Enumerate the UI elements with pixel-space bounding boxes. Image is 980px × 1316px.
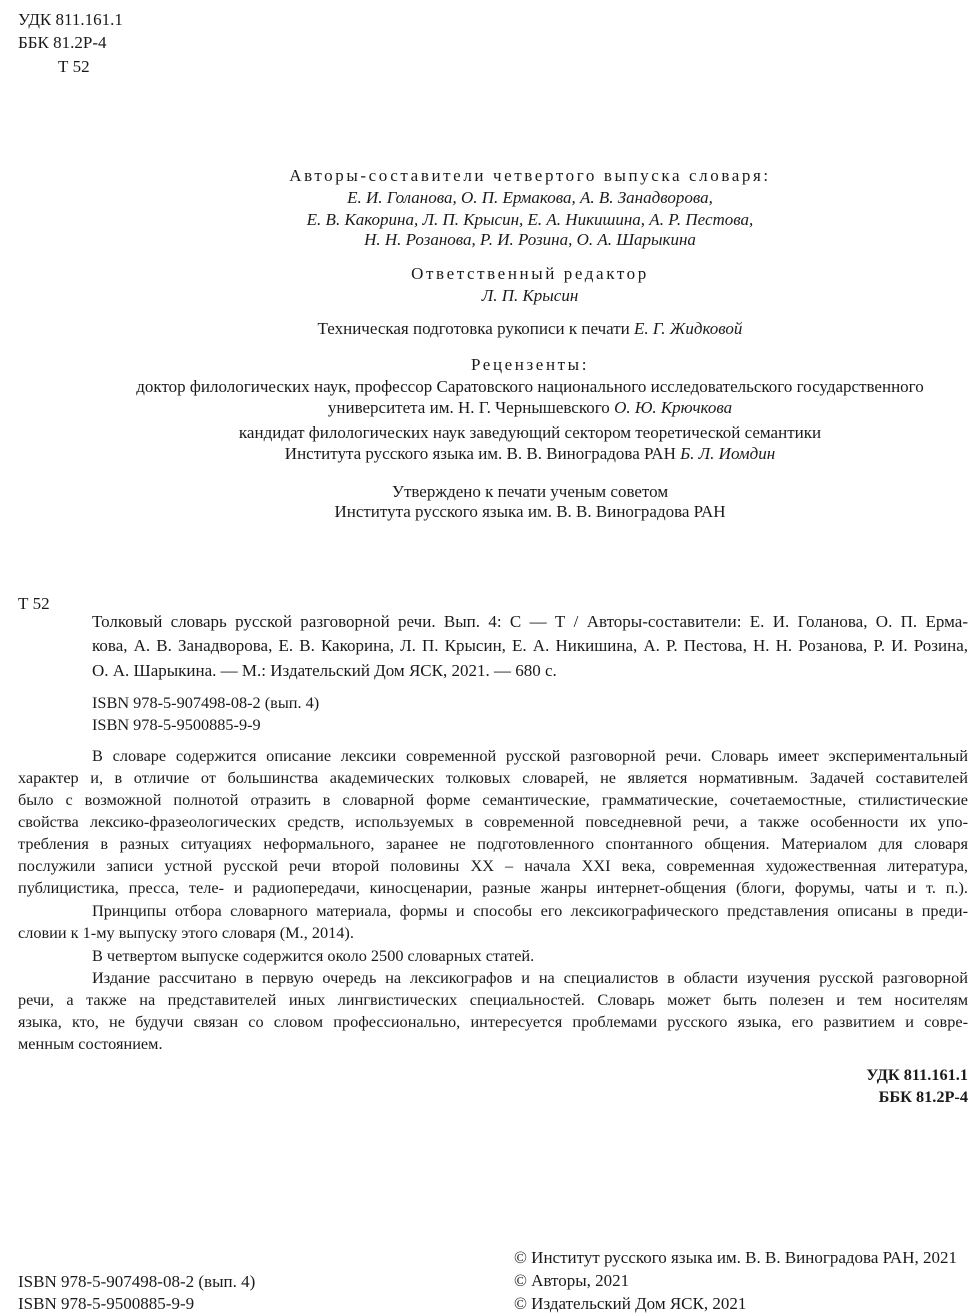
reviewer1-name: О. Ю. Крючкова [614, 398, 733, 417]
abstract-line: публицистика, пресса, теле- и радиопередачи, киносценарии, разные жанры интернет-общения (блоги, форумы, чаты и т. п.). [18, 878, 968, 897]
authors-line: Е. И. Голанова, О. П. Ермакова, А. В. Занадворова, [347, 188, 713, 207]
reviewers-heading: Рецензенты: [470, 355, 590, 374]
reviewer1-line1: доктор филологических наук, профессор Саратовского национального исследовательского государственного [136, 377, 924, 396]
bbk-bold: ББК 81.2Р-4 [878, 1087, 968, 1106]
abstract-line: было с возможной полнотой отразить в словарной форме семантические, грамматические, сочетаемостные, стилистические [18, 790, 968, 809]
approved-line1: Утверждено к печати ученым советом [391, 482, 669, 501]
abstract-line: В словаре содержится описание лексики современной русской разговорной речи. Словарь имеет экспериментальный [92, 746, 968, 765]
reviewer2-line2 [0, 442, 980, 465]
abstract-line: менным состоянием. [18, 1034, 163, 1053]
abstract-line: языка, кто, не будучи связан со словом профессионально, интересуется проблемами русского языка, его развитием и совре- [18, 1012, 968, 1031]
abstract-line: Принципы отбора словарного материала, формы и способы его лексикографического представления описаны в преди- [92, 901, 968, 920]
reviewer2-line1: кандидат филологических наук заведующий сектором теоретической семантики [238, 423, 822, 442]
copyright-authors: © Авторы, 2021 [514, 1271, 630, 1290]
copyright-institute: © Институт русского языка им. В. В. Виноградова РАН, 2021 [514, 1248, 957, 1267]
abstract-line: словии к 1-му выпуску этого словаря (М., 2014). [18, 923, 354, 942]
catalog-description-line: кова, А. В. Занадворова, Е. В. Какорина, Л. П. Крысин, Е. А. Никишина, А. Р. Пестова, Н. Н. Розанова, Р. И. Розина, [92, 636, 968, 655]
reviewer1-affiliation: университета им. Н. Г. Чернышевского [327, 398, 610, 417]
catalog-mark: Т 52 [18, 594, 50, 613]
abstract-line: свойства лексико-фразеологических средств, используемых в современной повседневной речи, а также особенности их упо- [18, 812, 968, 831]
editor-heading: Ответственный редактор [411, 264, 649, 283]
catalog-description-line: О. А. Шарыкина. — М.: Издательский Дом ЯСК, 2021. — 680 с. [92, 661, 557, 680]
tech-prep-line [0, 317, 980, 340]
catalog-description-line: Толковый словарь русской разговорной речи. Вып. 4: С — Т / Авторы-составители: Е. И. Голанова, О. П. Ерма- [92, 612, 968, 631]
udk-bold: УДК 811.161.1 [866, 1065, 968, 1084]
editor-name: Л. П. Крысин [481, 286, 579, 305]
author-mark: Т 52 [58, 57, 90, 76]
abstract-line: В четвертом выпуске содержится около 2500 словарных статей. [92, 946, 535, 965]
reviewer1-line2 [0, 396, 980, 419]
abstract-line: речи, а также на представителей иных лингвистических специальностей. Словарь может быть полезен и тем носителям [18, 990, 968, 1009]
tech-prep-text: Техническая подготовка рукописи к печати [317, 319, 630, 338]
abstract-line: послужили записи устной русской речи второй половины XX – начала XXI века, современная художественная литература, [18, 856, 968, 875]
authors-heading: Авторы-составители четвертого выпуска словаря: [289, 166, 771, 185]
catalog-isbn: ISBN 978-5-907498-08-2 (вып. 4) [92, 693, 320, 712]
tech-prep-name: Е. Г. Жидковой [634, 319, 743, 338]
catalog-isbn: ISBN 978-5-9500885-9-9 [92, 715, 261, 734]
reviewer2-name: Б. Л. Иомдин [680, 444, 776, 463]
reviewer2-affiliation: Института русского языка им. В. В. Виноградова РАН [284, 444, 676, 463]
bbk-code: ББК 81.2Р-4 [18, 33, 107, 52]
abstract-line: Издание рассчитано в первую очередь на лексикографов и на специалистов в области изучения русской разговорной [92, 968, 968, 987]
abstract-line: характер и, в отличие от большинства академических толковых словарей, не является нормативным. Задачей составителей [18, 768, 968, 787]
footer-isbn: ISBN 978-5-907498-08-2 (вып. 4) [18, 1272, 256, 1291]
abstract-line: требления в разных ситуациях неформального, заранее не подготовленного спонтанного общения. Материалом для словаря [18, 834, 968, 853]
footer-isbn: ISBN 978-5-9500885-9-9 [18, 1294, 195, 1313]
udk-code: УДК 811.161.1 [18, 10, 123, 29]
authors-line: Н. Н. Розанова, Р. И. Розина, О. А. Шарыкина [364, 230, 696, 249]
authors-line: Е. В. Какорина, Л. П. Крысин, Е. А. Никишина, А. Р. Пестова, [306, 210, 754, 229]
approved-line2: Института русского языка им. В. В. Виноградова РАН [334, 502, 726, 521]
copyright-publisher: © Издательский Дом ЯСК, 2021 [514, 1294, 747, 1313]
